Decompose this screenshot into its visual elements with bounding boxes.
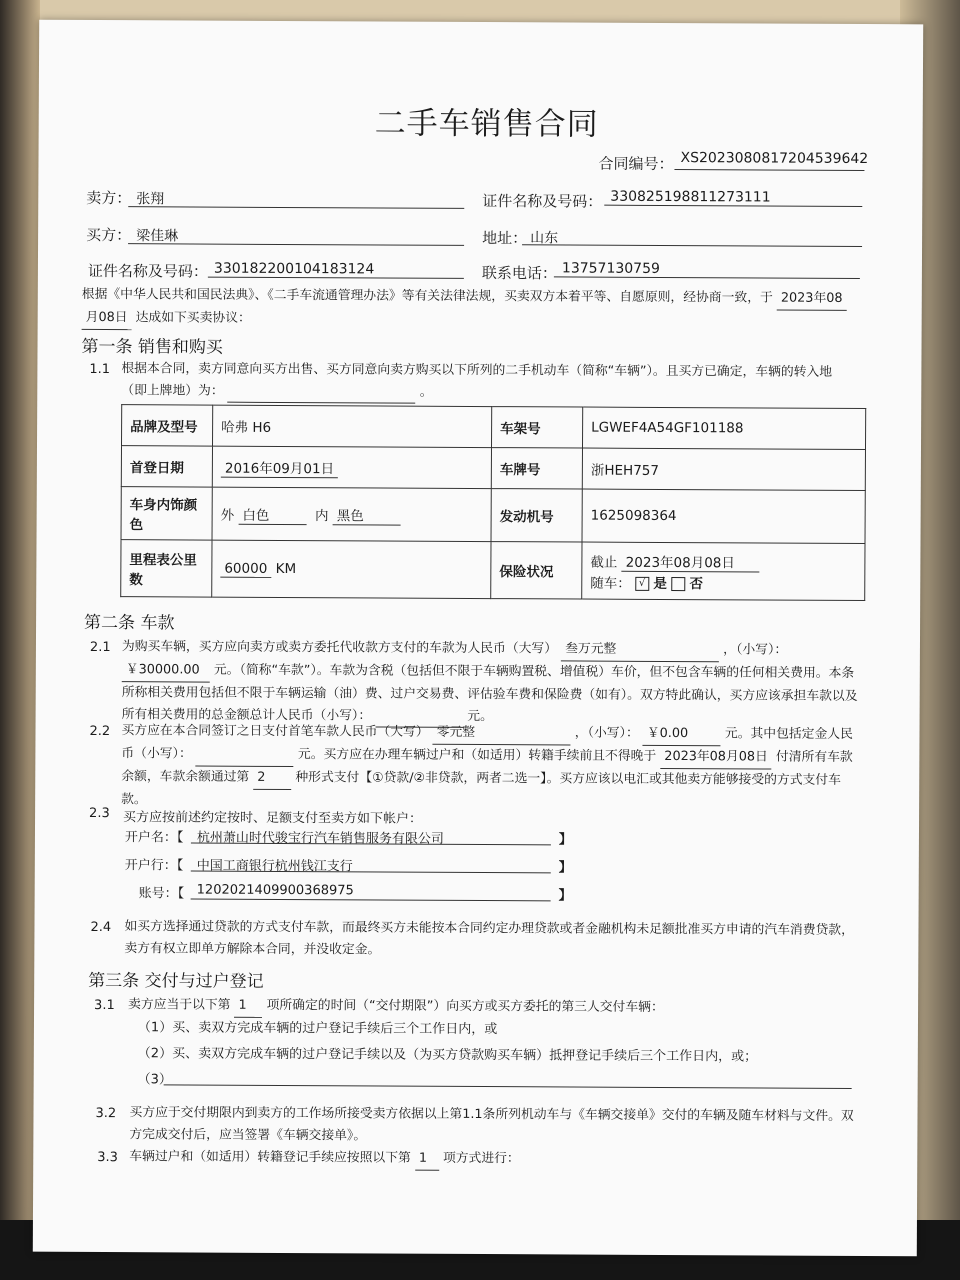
clause-2-2-text: 买方应在本合同签订之日支付首笔车款人民币（大写） [121,723,429,740]
vin-value: LGWEF4A54GF101188 [582,407,865,449]
reg-date-value: 2016年09月01日 [221,456,338,478]
contract-no-line [674,169,864,171]
delivery-option-3-line [164,1084,852,1089]
clause-1-1-text: 根据本合同，卖方同意向买方出售、买方同意向卖方购买以下所列的二手机动车（简称“车辆”）。且买方已确定，车辆的转入地 [121,361,833,380]
account-name: 杭州萧山时代骏宝行汽车销售服务有限公司 [196,830,445,847]
intro-paragraph [82,284,872,334]
intro-text-b: 达成如下买卖协议： [135,310,251,326]
section-3-heading: 第三条 交付与过户登记 [88,970,264,992]
destination-blank [228,388,416,404]
first-payment-upper: 零元整 [433,722,571,746]
contract-no-label: 合同编号： [598,154,674,174]
delivery-option-1: （1）买、卖双方完成车辆的过户登记手续后三个工作日内，或 [137,1020,498,1038]
insurance-no: 否 [689,575,704,592]
table-row [121,446,865,491]
brand-label: 品牌及型号 [122,405,213,446]
account-no-line [191,898,551,901]
insurance-cell [582,542,865,600]
delivery-option-2: （2）买、卖双方完成车辆的过户登记手续以及（为买方贷款购买车辆）抵押登记手续后三个工作日内，或； [137,1046,758,1065]
brand-value: 哈弗 H6 [213,405,492,447]
clause-2-2-text-c: 元。买方应在办理车辆过户和（如适用）转籍手续前且不得晚于 [297,747,657,764]
insurance-follow-label: 随车： [590,575,631,592]
buyer-phone-label: 联系电话： [481,264,557,283]
buyer-line [128,243,464,246]
clause-3-2-no: 3.2 [95,1106,117,1122]
mileage-cell [212,540,491,598]
buyer-addr-line [522,244,862,247]
clause-3-1-text-b: 项所确定的时间（“交付期限”）向买方或买方委托的第三人交付车辆： [266,997,664,1015]
clause-1-1 [121,358,861,406]
clause-2-3-text: 买方应按前述约定按时、足额支付至卖方如下帐户： [123,810,423,827]
account-number: 1202021409900368975 [196,882,354,899]
account-name-label: 开户名：【 [124,830,184,846]
clause-2-3-no: 2.3 [89,805,110,822]
first-payment-small: ￥0.00 [643,723,721,746]
account-bank-close: 】 [558,860,572,876]
insurance-yes: 是 [653,575,667,592]
seller-line [128,206,464,209]
clause-2-4-no: 2.4 [90,919,112,936]
first-payment-small-label: ，（小写）： [574,725,639,741]
clause-2-1-text-b: 元。（简称“车款”）。车款为含税（包括但不限于车辆购置税、增值税）车价，但不包含车辆的任何相关费用。本条所称相关费用包括但不限于车辆运输（油）费、过户交易费、评估验车费和保险费（如有）。双方特此确认，买方应该承担车款以及所有相关费用的总金额总计人民币（小写）： [121,662,858,724]
plate-label: 车牌号 [491,448,582,489]
seller-id-value: 330825198811273111 [610,188,771,206]
ext-color: 白色 [238,503,306,524]
table-row [121,487,865,544]
clause-3-2: 买方应于交付期限内到卖方的工作场所接受卖方依据以上第1.1条所列机动车与《车辆交接单》交付的车辆及随车材料与文件。双方完成交付后，应当签署《车辆交接单》。 [129,1105,854,1144]
checkbox-no [671,577,685,591]
transfer-option: 1 [415,1148,439,1171]
buyer-phone-value: 13757130759 [561,260,660,277]
intro-date-a: 2023年08 [777,288,847,311]
clause-2-2-text-b: 元。其中包括定金人民币（小写）： [121,726,853,762]
clause-1-1-no: 1.1 [89,361,111,378]
section-1-heading: 第一条 销售和购买 [81,336,223,358]
mileage-value: 60000 [220,560,271,577]
insurance-prefix: 截止 [590,554,618,571]
seller-id-line [604,205,862,207]
vin-label: 车架号 [491,407,582,448]
price-small-label: ，（小写）： [723,642,788,658]
clause-1-1-text-b: （即上牌地）为： [121,383,224,399]
checkbox-yes: √ [635,576,649,590]
account-bank-label: 开户行：【 [124,858,184,874]
contract-no-value: XS20230808172045396​42 [680,150,869,168]
int-label: 内 [314,507,329,524]
account-no-close: 】 [558,888,572,904]
buyer-addr-label: 地址： [482,229,528,248]
clause-3-1-no: 3.1 [94,997,115,1014]
clause-2-2-text-e: 种形式支付【①贷款/②非贷款，两者二选一】。买方应该以电汇或其他卖方能够接受的方式支付车款。 [121,770,841,808]
deposit-blank [196,752,294,768]
clause-2-1-no: 2.1 [89,639,111,656]
reg-date-cell [212,446,491,488]
seller-label: 卖方： [86,188,132,208]
clause-3-3-no: 3.3 [97,1150,119,1166]
buyer-id-line [208,277,464,279]
mileage-unit: KM [275,560,297,577]
clause-2-1-end: 元。 [467,708,493,725]
clause-2-2-text-d: 付清所有车款余额，车款余额通过第 [121,749,853,785]
buyer-id-label: 证件名称及号码： [87,261,208,281]
contract-title: 二手车销售合同 [374,105,599,143]
intro-date-b: 月08日 [82,307,132,330]
insurance-label: 保险状况 [491,542,582,599]
color-label: 车身内饰颜色 [121,487,212,540]
clause-3-1-text: 卖方应当于以下第 [128,997,231,1013]
account-no-label: 账号：【 [138,886,185,902]
table-row [122,405,866,450]
engine-label: 发动机号 [491,489,582,542]
balance-due-date: 2023年08月08日 [660,746,772,770]
buyer-phone-line [554,276,860,279]
clause-2-4: 如买方选择通过贷款的方式支付车款，而最终买方未能按本合同约定办理贷款或者金融机构未足额批准买方申请的汽车消费贷款，卖方有权立即单方解除本合同，并没收定金。 [124,919,854,958]
buyer-id-value: 330182200104183124 [213,260,375,278]
color-cell [212,487,491,541]
engine-value: 1625098364 [582,489,865,543]
ext-label: 外 [220,507,235,524]
price-upper: 叁万元整 [561,638,719,662]
payment-method: 2 [253,767,291,790]
plate-value: 浙HEH757 [582,448,865,490]
clause-2-1-text: 为购买车辆，买方应向卖方或卖方委托代收款方支付的车款为人民币（大写） [121,639,558,657]
account-bank: 中国工商银行杭州钱江支行 [196,858,353,875]
buyer-name: 梁佳琳 [136,228,179,245]
buyer-label: 买方： [86,225,132,245]
seller-id-label: 证件名称及号码： [482,192,603,211]
seller-name: 张翔 [136,191,165,208]
vehicle-table [120,404,866,601]
clause-1-1-end: 。 [419,384,433,400]
account-name-close: 】 [558,832,572,848]
int-color: 黑色 [333,504,401,525]
mileage-label: 里程表公里数 [121,540,212,597]
delivery-option: 1 [234,995,262,1018]
clause-3-3 [129,1146,859,1173]
reg-date-label: 首登日期 [121,446,212,487]
insurance-date: 2023年08月08日 [622,550,760,572]
clause-2-1 [122,636,862,730]
clause-2-2-no: 2.2 [89,723,111,740]
price-small: ￥30000.00 [122,659,210,682]
clause-3-3-text: 车辆过户和（如适用）转籍登记手续应按照以下第 [129,1149,411,1166]
clause-2-2 [121,720,861,815]
intro-text: 根据《中华人民共和国民法典》、《二手车流通管理办法》等有关法律法规，买卖双方本着平等、自愿原则，经协商一致，于 [81,286,773,306]
delivery-option-3: （3） [137,1072,173,1088]
section-2-heading: 第二条 车款 [84,612,175,634]
table-row [121,540,865,601]
buyer-addr-value: 山东 [530,230,559,247]
clause-3-3-text-b: 项方式进行： [442,1150,520,1167]
contract-sheet [33,20,923,1257]
